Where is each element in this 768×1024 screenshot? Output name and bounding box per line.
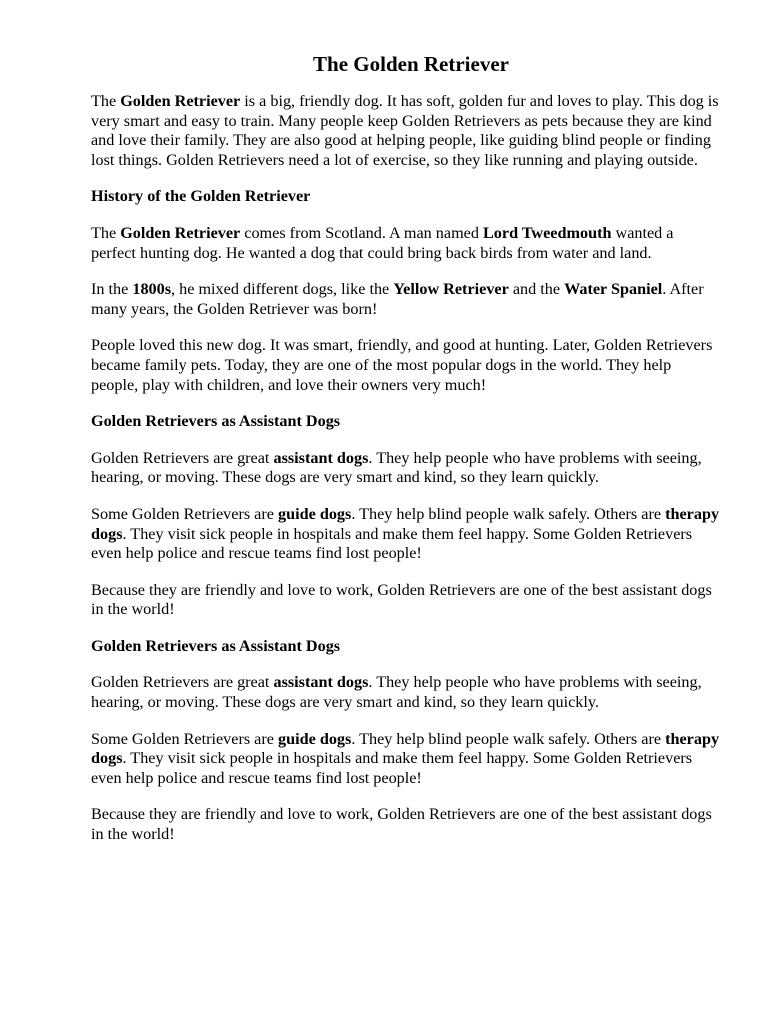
text-run: Because they are friendly and love to work, Golden Retrievers are one of the best assistant dogs in the world! (91, 805, 712, 844)
page-title: The Golden Retriever (313, 52, 509, 76)
text-run: Golden Retrievers are great (91, 673, 274, 692)
text-run: In the (91, 280, 133, 299)
text-run: Golden Retrievers as Assistant Dogs (91, 636, 341, 655)
bold-text: Water Spaniel (564, 280, 663, 299)
paragraph (91, 805, 721, 844)
bold-text: assistant dogs (273, 448, 369, 467)
text-run: People loved this new dog. It was smart, friendly, and good at hunting. Later, Golden Retrievers became family pets. Today, they are one of the most popular dogs in the world. They help people, play with children, and love their owners very much! (91, 336, 713, 394)
text-run: History of the Golden Retriever (91, 187, 311, 206)
text-run: . After many years, the Golden Retriever was born! (91, 280, 704, 318)
bold-text: 1800s (132, 280, 172, 299)
text-run: , he mixed different dogs, like the (171, 280, 394, 299)
bold-text: guide dogs (278, 504, 352, 523)
section-heading (91, 637, 721, 657)
text-run: The (91, 223, 121, 242)
bold-text: Yellow Retriever (393, 280, 509, 299)
paragraph (91, 224, 721, 263)
bold-text: therapy dogs (91, 504, 720, 543)
paragraph (91, 730, 721, 789)
paragraph (91, 673, 721, 712)
document-body (91, 92, 721, 845)
text-run: . They visit sick people in hospitals and make them feel happy. Some Golden Retrievers even help police and rescue teams find lost people! (91, 749, 693, 787)
paragraph (91, 505, 721, 564)
text-run: and the (508, 280, 565, 299)
text-run: Golden Retrievers are great (91, 448, 274, 467)
document-page (91, 50, 721, 862)
paragraph (91, 280, 721, 319)
paragraph (91, 581, 721, 620)
bold-text: Golden Retriever (120, 92, 241, 110)
bold-text: assistant dogs (273, 673, 369, 692)
bold-text: therapy dogs (91, 729, 720, 768)
bold-text: Lord Tweedmouth (483, 223, 612, 242)
paragraph (91, 336, 721, 395)
text-run: . They help blind people walk safely. Others are (351, 729, 666, 748)
text-run: Because they are friendly and love to work, Golden Retrievers are one of the best assistant dogs in the world! (91, 580, 712, 619)
text-run: comes from Scotland. A man named (240, 223, 483, 242)
text-run: wanted a perfect hunting dog. He wanted a dog that could bring back birds from water and land. (91, 223, 674, 262)
paragraph (91, 449, 721, 488)
bold-text: guide dogs (278, 729, 352, 748)
bold-text: Golden Retriever (120, 223, 241, 242)
text-run: is a big, friendly dog. It has soft, golden fur and loves to play. This dog is very smart and easy to train. Many people keep Golden Retrievers as pets because they are kind and love their family. They are also good at helping people, like guiding blind people or finding lost things. Golden Retrievers need a lot of exercise, so they like running and playing outside. (91, 92, 719, 169)
paragraph (91, 92, 721, 170)
text-run: Some Golden Retrievers are (91, 729, 278, 748)
text-run: The (91, 92, 121, 110)
text-run: . They help people who have problems with seeing, hearing, or moving. These dogs are very smart and kind, so they learn quickly. (91, 673, 702, 712)
section-heading (91, 187, 721, 207)
text-run: . They visit sick people in hospitals and make them feel happy. Some Golden Retrievers even help police and rescue teams find lost people! (91, 524, 693, 563)
text-run: Golden Retrievers as Assistant Dogs (91, 412, 341, 431)
text-run: . They help people who have problems with seeing, hearing, or moving. These dogs are very smart and kind, so they learn quickly. (91, 448, 702, 487)
text-run: . They help blind people walk safely. Others are (351, 504, 666, 523)
section-heading (91, 412, 721, 432)
text-run: Some Golden Retrievers are (91, 504, 278, 523)
